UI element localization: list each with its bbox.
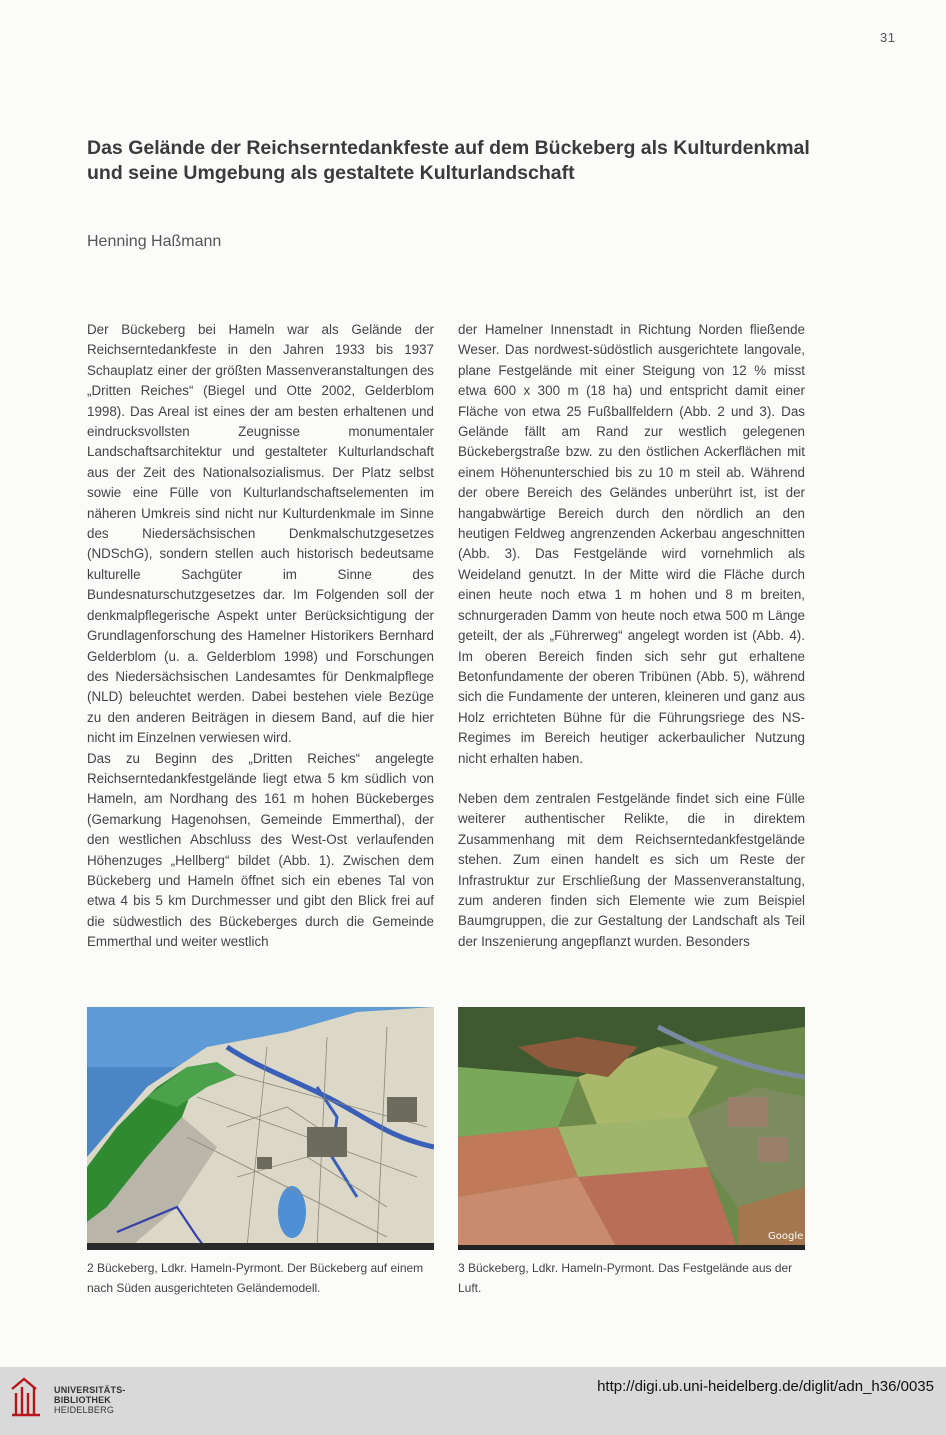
page-number: 31 — [880, 30, 896, 45]
figure-terrain-model — [87, 1007, 434, 1250]
author: Henning Haßmann — [87, 233, 222, 250]
right-column — [458, 320, 805, 952]
library-logo-icon — [10, 1375, 46, 1419]
paragraph: Der Bückeberg bei Hameln war als Gelände der Reichserntedankfeste in den Jahren 1933 bis 1937 Schauplatz einer der größten Massenveranstaltungen des „Dritten Reiches“ (Biegel und Otte 2002, Gelderblom 1998). Das Areal ist eines der am besten erhaltenen und eindrucksvollsten Zeugnisse monumentaler Landschaftsarchitektur und gestalteter Kulturlandschaft aus der Zeit des Nationalsozialismus. Der Platz selbst sowie eine Fülle von Kulturlandschaftselementen im näheren Umkreis sind nicht nur Kulturdenkmale im Sinne des Niedersächsischen Denkmalschutzgesetzes (NDSchG), sondern stellen auch historisch bedeutsame kulturelle Sachgüter im Sinne des Bundesnaturschutzgesetzes dar. Im Folgenden soll der denkmalpflegerische Aspekt unter Berücksichtigung der Grundlagenforschung des Hamelner Historikers Bernhard Gelderblom (u. a. Gelderblom 1998) und Forschungen des Niedersächsischen Landesamtes für Denkmalpflege (NLD) beleuchtet werden. Dabei bestehen viele Bezüge zu den anderen Beiträgen in diesem Band, auf die hier nicht im Einzelnen verwiesen wird. — [87, 322, 434, 746]
terrain-model-image — [87, 1007, 434, 1250]
aerial-photo-image — [458, 1007, 805, 1250]
google-watermark: Google — [768, 1231, 804, 1242]
library-name-line3: HEIDELBERG — [54, 1405, 115, 1415]
article-title: Das Gelände der Reichserntedankfeste auf dem Bückeberg als Kulturdenkmal und seine Umgebung als gestaltete Kulturlandschaft — [87, 137, 810, 184]
paragraph: Das zu Beginn des „Dritten Reiches“ angelegte Reichserntedankfestgelände liegt etwa 5 km südlich von Hameln, am Nordhang des 161 m hohen Bückeberges (Gemarkung Hagenohsen, Gemeinde Emmerthal), der den westlichen Abschluss des West-Ost verlaufenden Höhenzuges „Hellberg“ bildet (Abb. 1). Zwischen dem Bückeberg und Hameln öffnet sich ein ebenes Tal von etwa 4 bis 5 km Durchmesser und gibt den Blick frei auf die südwestlich des Bückeberges durch die Gemeinde Emmerthal und weiter westlich — [87, 750, 434, 950]
paragraph: der Hamelner Innenstadt in Richtung Norden fließende Weser. Das nordwest-südöstlich ausgerichtete langovale, plane Festgelände mit einer Steigung von 12 % misst etwa 600 x 300 m (18 ha) und entspricht damit einer Fläche von etwa 25 Fußballfeldern (Abb. 2 und 3). Das Gelände fällt am Rand zur westlich gelegenen Bückebergstraße bzw. zu den östlichen Ackerflächen mit einem Höhenunterschied bis zu 10 m steil ab. Während der obere Bereich des Geländes unberührt ist, ist der hangabwärtige Bereich durch den nördlich an den heutigen Feldweg angrenzenden Ackerbau angeschnitten (Abb. 3). Das Festgelände wird vornehmlich als Weideland genutzt. In der Mitte wird die Fläche durch einen heute noch etwa 1 m hohen und 8 m breiten, schnurgeraden Damm von heute noch etwa 500 m Länge geteilt, der als „Führerweg“ angelegt worden ist (Abb. 4). Im oberen Bereich finden sich sehr gut erhaltene Betonfundamente der oberen Tribünen (Abb. 5), während sich die Fundamente der unteren, kleineren und ganz aus Holz errichteten Bühne für die Führungsriege des NS-Regimes im Bereich heutiger ackerbaulicher Nutzung nicht erhalten haben. — [458, 322, 805, 766]
source-url-link[interactable]: http://digi.ub.uni-heidelberg.de/diglit/adn_h36/0035 — [597, 1378, 934, 1395]
figure-2-caption: 2 Bückeberg, Ldkr. Hameln-Pyrmont. Der Bückeberg auf einem nach Süden ausgerichteten Geländemodell. — [87, 1261, 424, 1295]
paragraph: Neben dem zentralen Festgelände findet sich eine Fülle weiterer authentischer Relikte, die in direktem Zusammenhang mit dem Reichserntedankfestgelände stehen. Zum einen handelt es sich um Reste der Infrastruktur zur Erschließung der Massenveranstaltung, zum anderen finden sich Elemente wie zum Beispiel Baumgruppen, die zur Gestaltung der Landschaft als Teil der Inszenierung angepflanzt wurden. Besonders — [458, 790, 805, 949]
left-column — [87, 320, 434, 953]
figure-3-caption: 3 Bückeberg, Ldkr. Hameln-Pyrmont. Das Festgelände aus der Luft. — [458, 1261, 793, 1295]
figure-aerial-photo — [458, 1007, 805, 1250]
library-name — [54, 1385, 126, 1415]
library-name-line2: BIBLIOTHEK — [54, 1395, 111, 1405]
library-name-line1: UNIVERSITÄTS- — [54, 1385, 126, 1395]
footer-bar — [0, 1367, 946, 1435]
